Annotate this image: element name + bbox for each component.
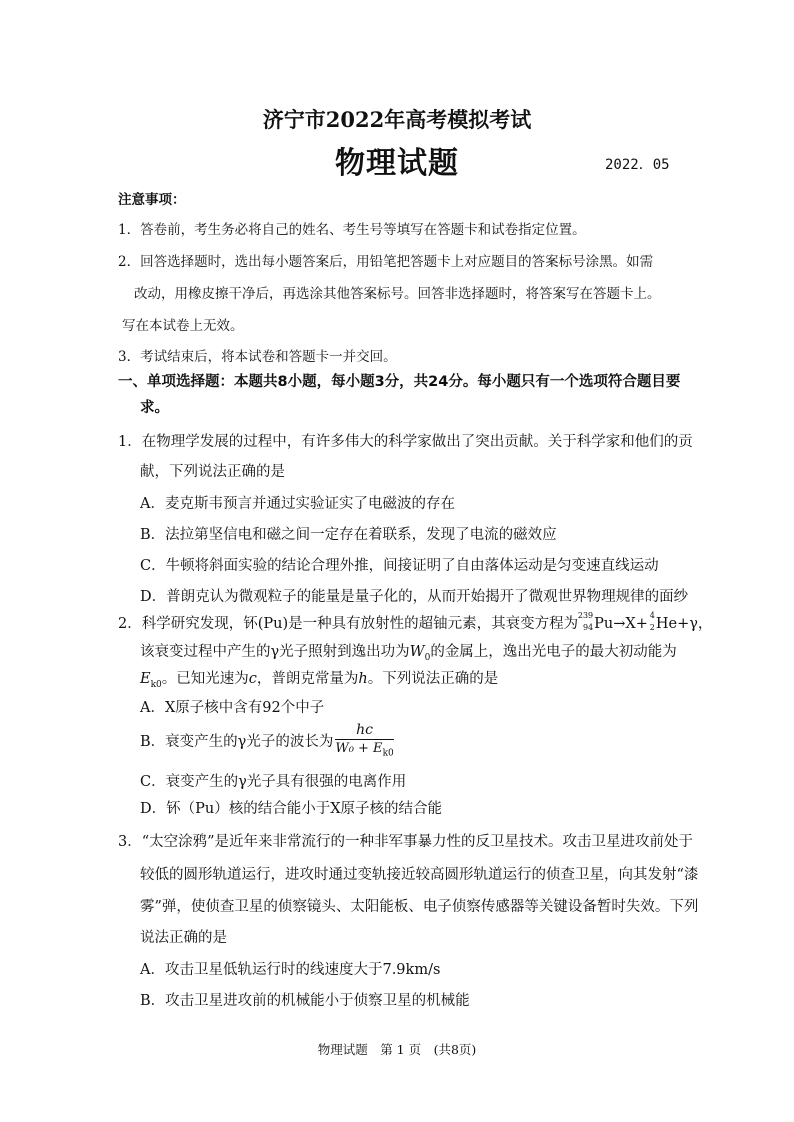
he-nuclide-indices <box>648 611 656 632</box>
notice-item: 2．回答选择题时，选出每小题答案后，用铅笔把答题卡上对应题目的答案标号涂黑。如需 <box>118 254 654 270</box>
fraction-denominator <box>335 740 393 759</box>
fraction-numerator: hc <box>335 722 393 740</box>
question-2-option-d: D．钚（Pu）核的结合能小于X原子核的结合能 <box>140 801 443 817</box>
pu-symbol: Pu <box>594 616 614 632</box>
he-mass-number: 4 <box>649 611 655 620</box>
q2-text: 。已知光速为 <box>161 671 249 687</box>
light-speed-symbol: c <box>248 671 257 687</box>
q2-option-b-text: B．衰变产生的γ光子的波长为 <box>140 733 334 750</box>
he-atomic-number: 2 <box>649 623 655 632</box>
denominator-subscript: k0 <box>382 748 394 759</box>
section-heading-cont: 求。 <box>140 400 169 416</box>
question-1-stem-cont: 献，下列说法正确的是 <box>140 464 285 480</box>
work-function-subscript: 0 <box>424 652 431 663</box>
section-heading: 一、单项选择题：本题共8小题，每小题3分，共24分。每小题只有一个选项符合题目要 <box>118 374 681 390</box>
notice-heading: 注意事项： <box>118 192 186 208</box>
question-2-option-b <box>140 722 394 759</box>
he-symbol: He+γ， <box>655 616 713 632</box>
q2-text: ，普朗克常量为 <box>256 671 359 687</box>
question-2-option-a: A．X原子核中含有92个中子 <box>140 700 325 716</box>
question-3-option-b: B．攻击卫星进攻前的机械能小于侦察卫星的机械能 <box>140 993 470 1009</box>
kinetic-energy-subscript: k0 <box>150 679 162 690</box>
exam-title: 济宁市2022年高考模拟考试 <box>262 107 532 132</box>
question-3-stem-cont: 较低的圆形轨道运行，进攻时通过变轨接近较高圆形轨道运行的侦查卫星，向其发射“漆 <box>140 867 699 883</box>
notice-item: 改动，用橡皮擦干净后，再选涂其他答案标号。回答非选择题时，将答案写在答题卡上。 <box>134 286 661 302</box>
pu-nuclide-indices <box>577 611 594 632</box>
question-1-option-d: D．普朗克认为微观粒子的能量是量子化的，从而开始揭开了微观世界物理规律的面纱 <box>140 589 689 605</box>
question-3-stem-cont: 说法正确的是 <box>140 930 227 946</box>
question-3-stem-cont: 雾”弹，使侦查卫星的侦察镜头、太阳能板、电子侦察传感器等关键设备暂时失效。下列 <box>140 899 699 915</box>
q2-text: 。下列说法正确的是 <box>367 671 499 687</box>
denominator-text: W₀ + E <box>335 741 383 756</box>
arrow-symbol: → <box>613 616 626 632</box>
q2-text: 该衰变过程中产生的γ光子照射到逸出功为 <box>140 644 410 660</box>
question-1-option-a: A．麦克斯韦预言并通过实验证实了电磁波的存在 <box>140 496 455 512</box>
question-3-stem: 3．“太空涂鸦”是近年来非常流行的一种非军事暴力性的反卫星技术。攻击卫星进攻前处于 <box>118 834 694 850</box>
planck-constant-symbol: h <box>358 671 368 687</box>
q2-text: 的金属上，逸出光电子的最大初动能为 <box>430 644 677 660</box>
page-footer: 物理试题 第 1 页 (共8页) <box>317 1042 477 1057</box>
question-1-option-b: B．法拉第坚信电和磁之间一定存在着联系，发现了电流的磁效应 <box>140 527 557 543</box>
notice-item: 写在本试卷上无效。 <box>122 318 244 334</box>
question-2-option-c: C．衰变产生的γ光子具有很强的电离作用 <box>140 774 407 790</box>
question-2-stem-line2 <box>140 640 677 663</box>
work-function-symbol: W <box>409 644 425 660</box>
question-3-option-a: A．攻击卫星低轨运行时的线速度大于7.9km/s <box>140 962 441 978</box>
subject-title: 物理试题 <box>335 146 459 181</box>
kinetic-energy-symbol: E <box>140 671 151 687</box>
q2-text: 2．科学研究发现，钚(Pu)是一种具有放射性的超铀元素，其衰变方程为 <box>118 616 579 632</box>
product-x: X+ <box>625 616 648 632</box>
pu-mass-number: 239 <box>577 611 594 620</box>
question-2-stem <box>118 612 712 633</box>
exam-date: 2022．05 <box>605 157 670 173</box>
notice-item: 3．考试结束后，将本试卷和答题卡一并交回。 <box>118 349 397 365</box>
pu-atomic-number: 94 <box>582 623 594 632</box>
question-1-stem: 1．在物理学发展的过程中，有许多伟大的科学家做出了突出贡献。关于科学家和他们的贡 <box>118 434 693 450</box>
question-2-stem-line3 <box>140 667 498 690</box>
notice-item: 1．答卷前，考生务必将自己的姓名、考生号等填写在答题卡和试卷指定位置。 <box>118 222 586 238</box>
question-1-option-c: C．牛顿将斜面实验的结论合理外推，间接证明了自由落体运动是匀变速直线运动 <box>140 558 659 574</box>
wavelength-fraction <box>335 722 393 759</box>
